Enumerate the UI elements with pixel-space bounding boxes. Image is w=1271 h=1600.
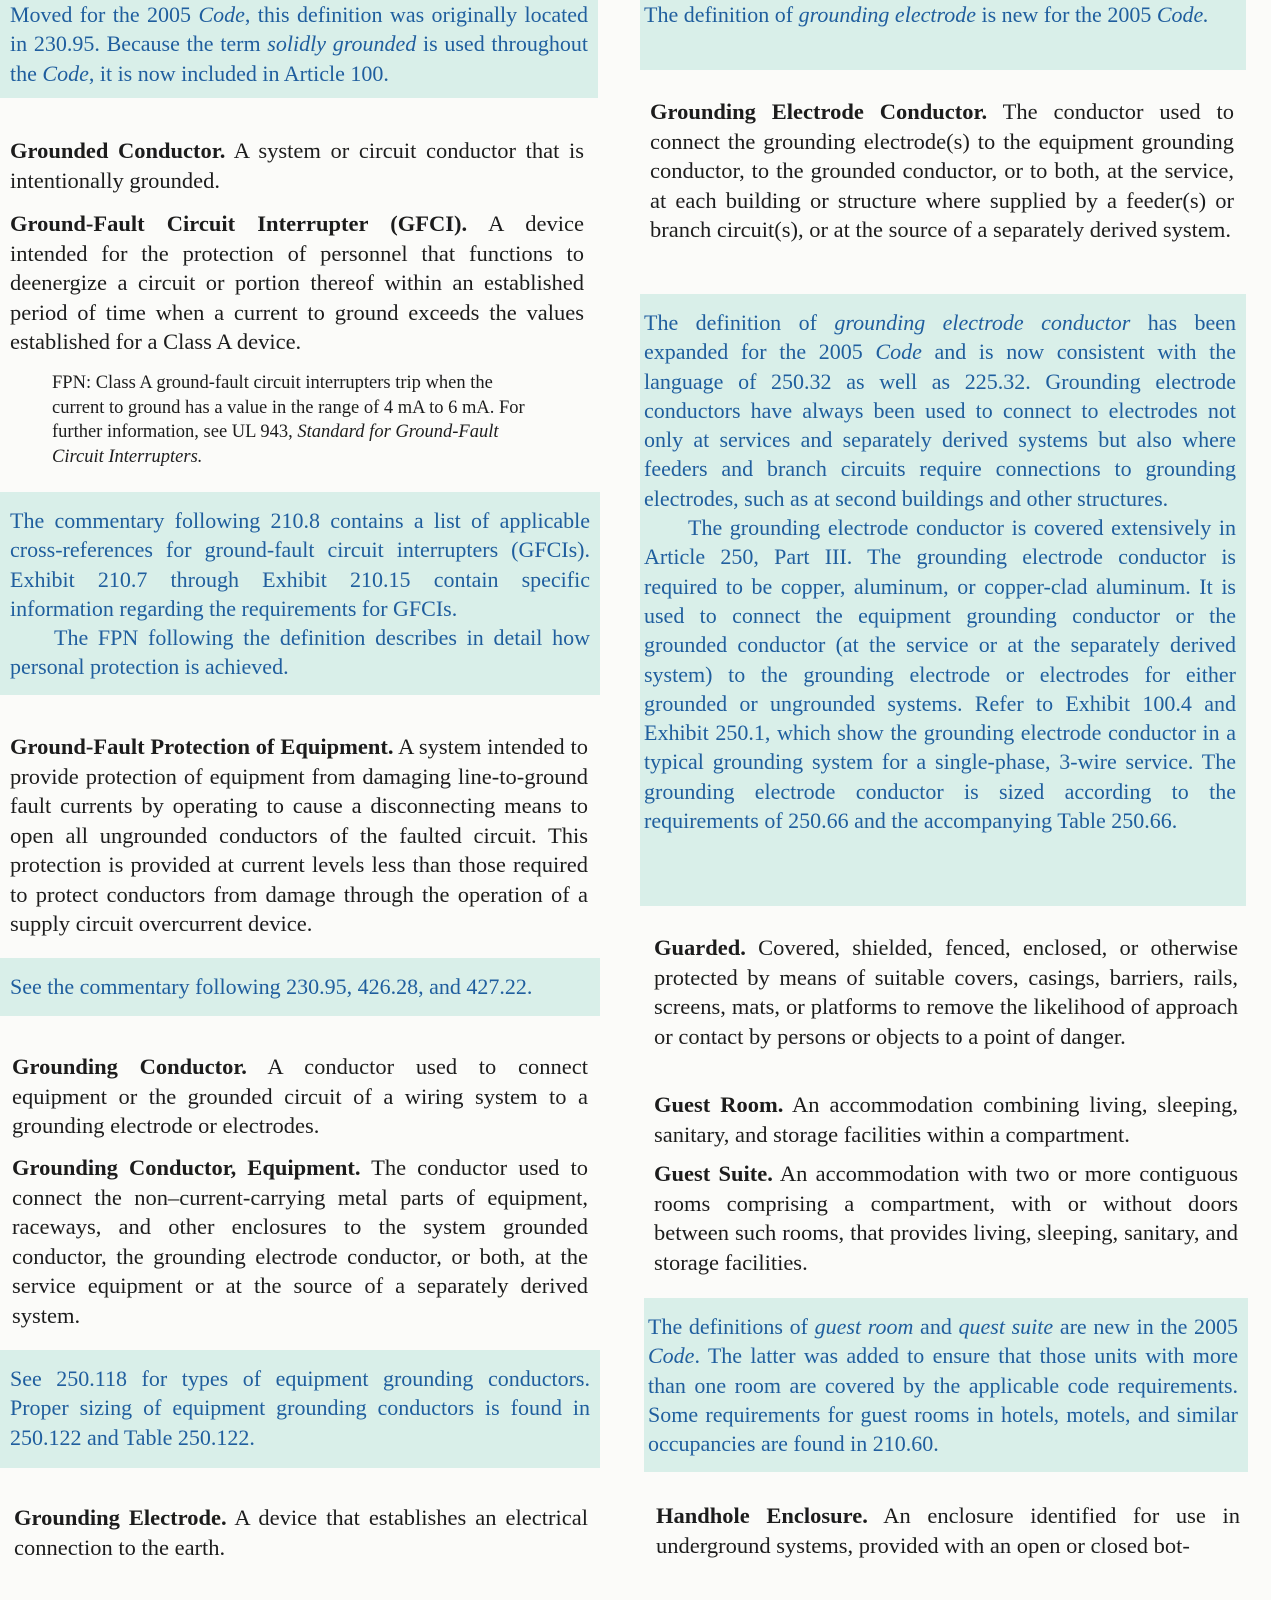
definition-grounding-electrode: Grounding Electrode. A device that establishes an electrical connection to the earth.: [14, 1505, 588, 1560]
definition-handhole-enclosure: Handhole Enclosure. An enclosure identified for use in underground systems, provided with an open or closed bot-: [656, 1503, 1241, 1558]
term-gfci: Ground-Fault Circuit Interrupter (GFCI).: [10, 211, 468, 236]
term-guest-suite: Guest Suite.: [654, 1161, 773, 1186]
definition-grounding-electrode-conductor: Grounding Electrode Conductor. The conductor used to connect the grounding electrode(s) to the equipment grounding conductor, to the grounded conductor, or to both, at the service, at each building or structure where supplied by a feeder(s) or branch circuit(s), or at the source of a separately derived system.: [650, 99, 1234, 242]
definition-guest-room: Guest Room. An accommodation combining living, sleeping, sanitary, and storage facilities within a compartment.: [654, 1092, 1239, 1147]
term-handhole-enclosure: Handhole Enclosure.: [656, 1503, 868, 1528]
definition-grounding-conductor: Grounding Conductor. A conductor used to connect equipment or the grounded circuit of a wiring system to a grounding electrode or electrodes.: [12, 1054, 588, 1138]
definition-guarded: Guarded. Covered, shielded, fenced, enclosed, or otherwise protected by means of suitable covers, casings, barriers, rails, screens, mats, or platforms to remove the likelihood of approach or contact by persons or objects to a point of danger.: [654, 935, 1238, 1049]
definition-grounding-conductor-equipment: Grounding Conductor, Equipment. The conductor used to connect the non–current-carrying metal parts of equipment, raceways, and other enclosures to the system grounded conductor, the grounding electrode conductor, or both, at the service equipment or at the source of a separately derived system.: [12, 1155, 588, 1328]
term-guarded: Guarded.: [654, 935, 746, 960]
commentary-solidly-grounded: Moved for the 2005 Code, this definition was originally located in 230.95. Because the term solidly grounded is used throughout the Code, it is now included in Article 100.: [0, 0, 598, 98]
term-grounded-conductor: Grounded Conductor.: [10, 138, 226, 163]
term-grounding-conductor: Grounding Conductor.: [12, 1054, 247, 1079]
definition-ground-fault-protection: Ground-Fault Protection of Equipment. A system intended to provide protection of equipment from damaging line-to-ground fault currents by operating to cause a disconnecting means to open all ungrounded conductors of the faulted circuit. This protection is provided at current levels less than those required to protect conductors from damage through the operation of a supply circuit overcurrent device.: [10, 734, 588, 936]
fpn-gfci: FPN: Class A ground-fault circuit interrupters trip when the current to ground has a value in the range of 4 mA to 6 mA. For further information, see UL 943, Standard for Ground-Fault Circuit Interrupters.: [52, 373, 525, 467]
commentary-egc: See 250.118 for types of equipment grounding conductors. Proper sizing of equipment grounding conductors is found in 250.122 and Table 250.122.: [0, 1350, 600, 1468]
definition-gfci: Ground-Fault Circuit Interrupter (GFCI). A device intended for the protection of personnel that functions to deenergize a circuit or portion thereof within an established period of time when a current to ground exceeds the values established for a Class A device.: [10, 211, 584, 354]
commentary-gfpe: See the commentary following 230.95, 426.28, and 427.22.: [0, 958, 600, 1016]
definition-grounded-conductor: Grounded Conductor. A system or circuit conductor that is intentionally grounded.: [10, 138, 584, 193]
definition-guest-suite: Guest Suite. An accommodation with two or more contiguous rooms comprising a compartment, with or without doors between such rooms, that provides living, sleeping, sanitary, and storage facilities.: [654, 1161, 1238, 1275]
commentary-grounding-electrode-conductor: The definition of grounding electrode conductor has been expanded for the 2005 Code and is now consistent with the language of 250.32 as well as 225.32. Grounding electrode conductors have always been used to connect to electrodes not only at services and separately derived systems but also where feeders and branch circuits require connections to grounding electrodes, such as at second buildings and other structures. The grounding electrode conductor is covered extensively in Article 250, Part III. The grounding electrode conductor is required to be copper, aluminum, or copper-clad aluminum. It is used to connect the equipment grounding conductor or the grounded conductor (at the service or at the separately derived system) to the grounding electrode or electrodes for either grounded or ungrounded systems. Refer to Exhibit 100.4 and Exhibit 250.1, which show the grounding electrode conductor in a typical grounding system for a single-phase, 3-wire service. The grounding electrode conductor is sized according to the requirements of 250.66 and the accompanying Table 250.66.: [640, 294, 1246, 906]
term-grounding-electrode-conductor: Grounding Electrode Conductor.: [650, 99, 988, 124]
commentary-guest-room-suite: The definitions of guest room and quest suite are new in the 2005 Code. The latter was added to ensure that those units with more than one room are covered by the applicable code requirements. Some requirements for guest rooms in hotels, motels, and similar occupancies are found in 210.60.: [644, 1298, 1248, 1472]
term-guest-room: Guest Room.: [654, 1092, 784, 1117]
term-grounding-conductor-equipment: Grounding Conductor, Equipment.: [12, 1155, 361, 1180]
commentary-gfci: The commentary following 210.8 contains a list of applicable cross-references for ground-fault circuit interrupters (GFCIs). Exhibit 210.7 through Exhibit 210.15 contain specific information regarding the requirements for GFCIs. The FPN following the definition describes in detail how personal protection is achieved.: [0, 492, 600, 695]
commentary-grounding-electrode: The definition of grounding electrode is new for the 2005 Code.: [640, 0, 1246, 70]
term-grounding-electrode: Grounding Electrode.: [14, 1505, 227, 1530]
term-gfpe: Ground-Fault Protection of Equipment.: [10, 734, 394, 759]
